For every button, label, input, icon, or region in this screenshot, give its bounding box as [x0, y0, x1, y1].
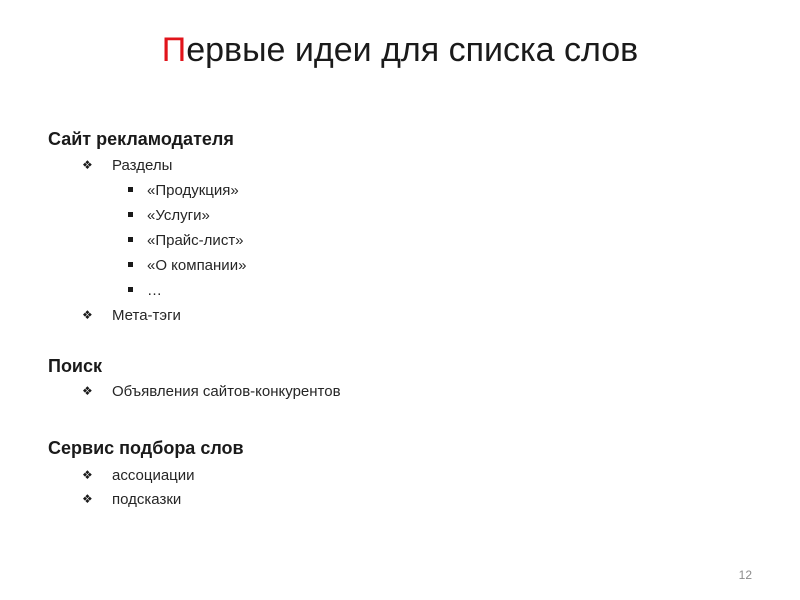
section-heading: Сервис подбора слов — [48, 438, 244, 458]
diamond-bullet-icon: ❖ — [82, 468, 93, 482]
list-item-meta-tags — [82, 305, 181, 326]
diamond-bullet-icon: ❖ — [82, 158, 93, 172]
sublist-item — [128, 231, 244, 251]
diamond-bullet-icon: ❖ — [82, 384, 93, 398]
section-heading: Поиск — [48, 356, 103, 376]
sublist-item-label: «О компании» — [147, 257, 247, 274]
list-item-label: Разделы — [112, 157, 173, 174]
list-item-associations — [82, 465, 195, 486]
sublist-item — [128, 181, 239, 201]
list-item-competitor-ads — [82, 381, 341, 402]
list-item-label: Объявления сайтов-конкурентов — [112, 383, 341, 400]
square-bullet-icon — [128, 212, 133, 217]
diamond-bullet-icon: ❖ — [82, 308, 93, 322]
list-item-label: ассоциации — [112, 467, 195, 484]
slide-title — [0, 28, 800, 72]
section-search — [48, 355, 102, 377]
section-advertiser-site — [48, 128, 234, 150]
list-item-sections — [82, 155, 172, 176]
sublist-item — [128, 256, 246, 276]
sublist-item — [128, 206, 210, 226]
list-item-hints — [82, 489, 181, 510]
section-keyword-service — [48, 437, 244, 459]
square-bullet-icon — [128, 287, 133, 292]
diamond-bullet-icon: ❖ — [82, 492, 93, 506]
slide-title-first-letter: П — [161, 31, 187, 69]
sublist-item-label: «Продукция» — [147, 182, 239, 199]
page-number: 12 — [738, 568, 752, 582]
sublist-item — [128, 281, 162, 301]
square-bullet-icon — [128, 237, 133, 242]
sublist-item-label: «Прайс-лист» — [147, 232, 244, 249]
list-item-label: Мета-тэги — [112, 307, 181, 324]
sublist-item-label: «Услуги» — [147, 207, 210, 224]
list-item-label: подсказки — [112, 491, 182, 508]
slide-title-rest: ервые идеи для списка слов — [186, 31, 639, 69]
square-bullet-icon — [128, 187, 133, 192]
square-bullet-icon — [128, 262, 133, 267]
section-heading: Сайт рекламодателя — [48, 129, 234, 149]
sublist-item-label: … — [147, 282, 162, 299]
